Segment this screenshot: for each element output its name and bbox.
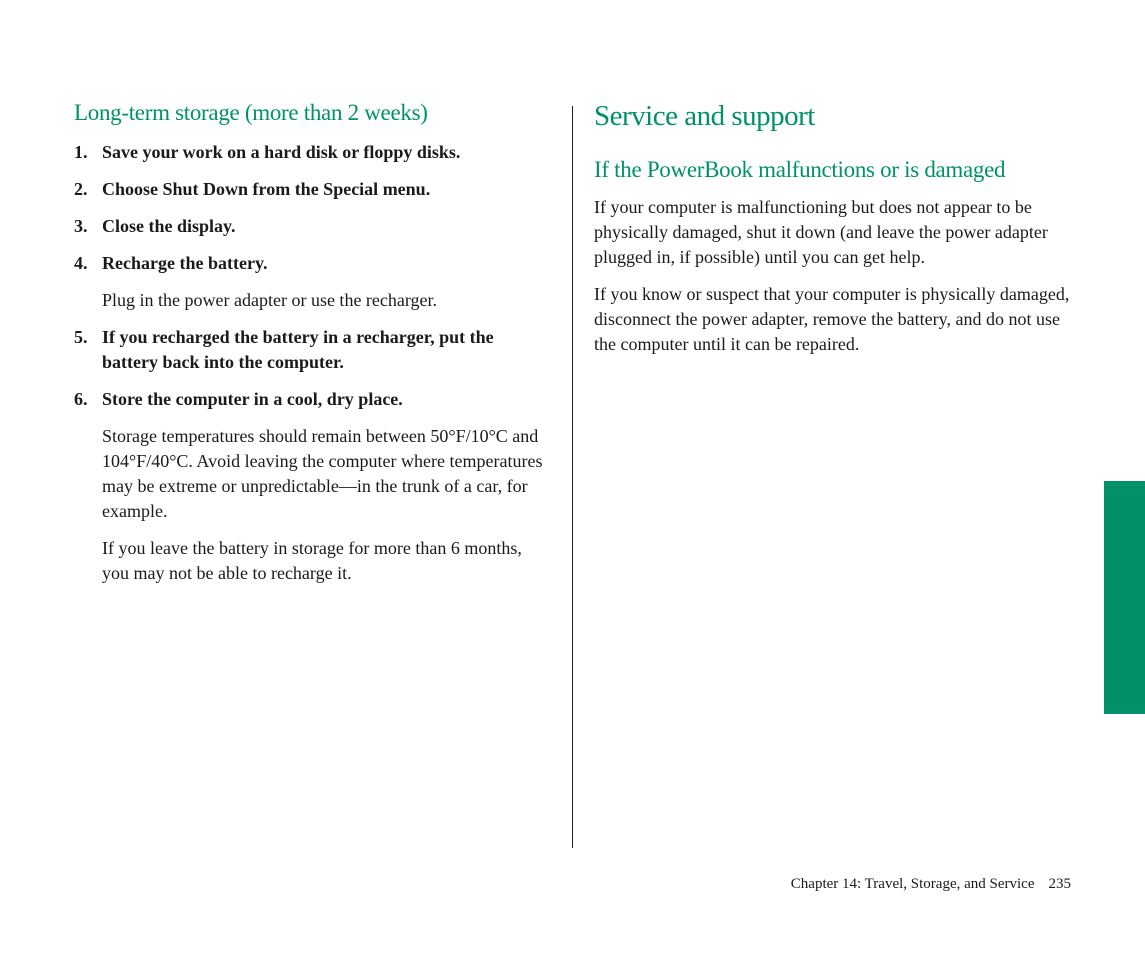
step-item bbox=[74, 177, 554, 202]
step-item bbox=[74, 387, 554, 586]
step-text: Store the computer in a cool, dry place. bbox=[102, 389, 403, 409]
page-number: 235 bbox=[1048, 876, 1071, 892]
step-item bbox=[74, 251, 554, 313]
step-text: Recharge the battery. bbox=[102, 253, 268, 273]
column-divider bbox=[572, 106, 573, 848]
step-item bbox=[74, 325, 554, 375]
step-item bbox=[74, 214, 554, 239]
chapter-thumb-tab bbox=[1104, 481, 1145, 714]
footer-chapter-title: Chapter 14: Travel, Storage, and Service bbox=[790, 876, 1035, 892]
step-number: 2. bbox=[74, 179, 88, 199]
step-text: Choose Shut Down from the Special menu. bbox=[102, 179, 431, 199]
step-number: 4. bbox=[74, 253, 88, 273]
step-item bbox=[74, 140, 554, 165]
page-title: Service and support bbox=[594, 100, 815, 132]
body-paragraph: If your computer is malfunctioning but does not appear to be physically damaged, shut it down (and leave the power adapter plugged in, if possible) until you can get help. bbox=[594, 197, 1048, 267]
body-paragraph: If you know or suspect that your computer is physically damaged, disconnect the power adapter, remove the battery, and do not use the computer until it can be repaired. bbox=[594, 284, 1070, 354]
section-heading-malfunction: If the PowerBook malfunctions or is damaged bbox=[594, 157, 1006, 182]
step-text: If you recharged the battery in a recharger, put the battery back into the computer. bbox=[102, 327, 494, 372]
section-heading-long-term-storage: Long-term storage (more than 2 weeks) bbox=[74, 100, 428, 125]
step-number: 1. bbox=[74, 142, 88, 162]
left-column bbox=[74, 100, 554, 586]
step-number: 6. bbox=[74, 389, 88, 409]
step-text: Close the display. bbox=[102, 216, 236, 236]
right-column bbox=[594, 100, 1084, 357]
step-note: Plug in the power adapter or use the recharger. bbox=[102, 290, 438, 310]
page-footer bbox=[791, 874, 1071, 894]
step-note: If you leave the battery in storage for more than 6 months, you may not be able to recharge it. bbox=[102, 538, 522, 583]
step-text: Save your work on a hard disk or floppy disks. bbox=[102, 142, 461, 162]
steps-list bbox=[74, 140, 554, 586]
step-number: 5. bbox=[74, 327, 88, 347]
step-number: 3. bbox=[74, 216, 88, 236]
step-note: Storage temperatures should remain between 50°F/10°C and 104°F/40°C. Avoid leaving the computer where temperatures may be extreme or unpredictable—in the trunk of a car, for example. bbox=[102, 426, 543, 521]
